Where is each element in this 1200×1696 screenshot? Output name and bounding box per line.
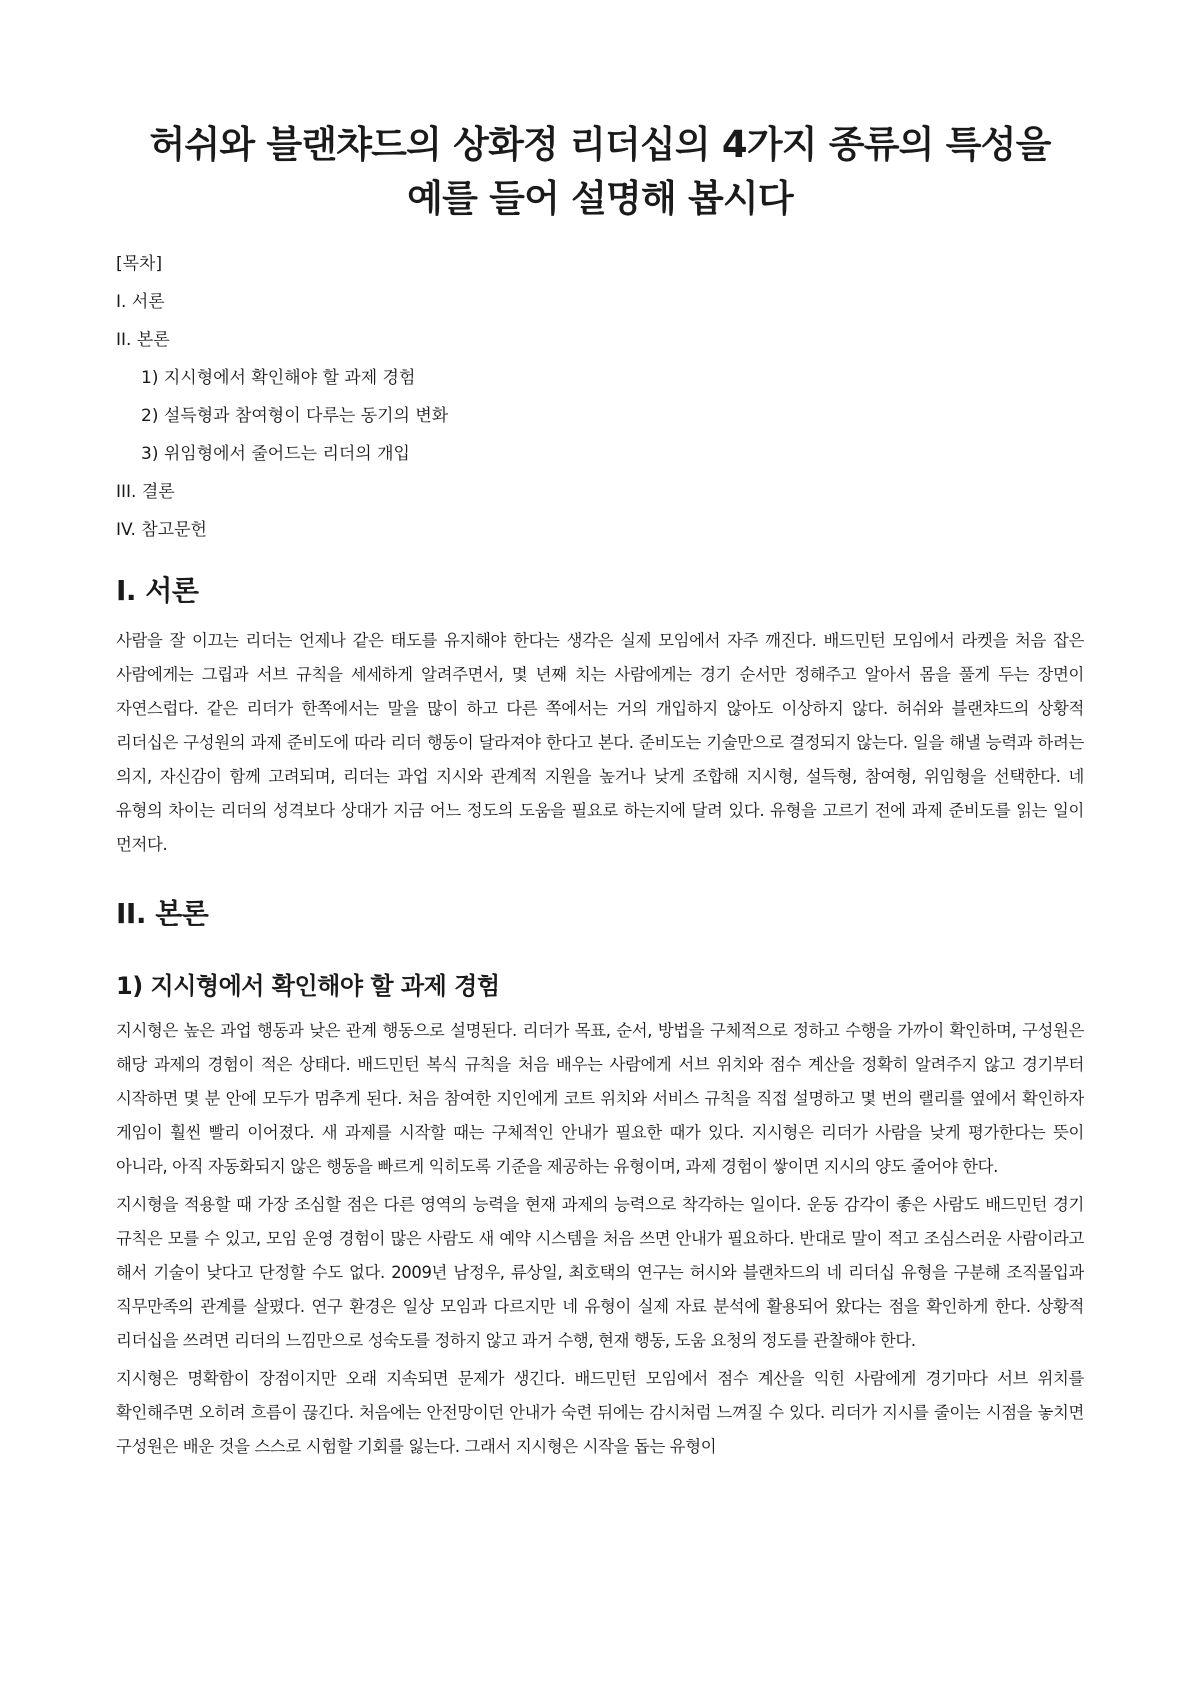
section-spacer [116, 866, 1084, 896]
toc-item-conclusion: III. 결론 [116, 482, 175, 503]
document-title: 허쉬와 블랜챠드의 상화정 리더십의 4가지 종류의 특성을 예를 들어 설명해 봅시다 [149, 123, 1051, 220]
body-paragraph: 지시형은 높은 과업 행동과 낮은 관계 행동으로 설명된다. 리더가 목표, 순서, 방법을 구체적으로 정하고 수행을 가까이 확인하며, 구성원은 해당 과제의 경험이 적은 상태다. 배드민턴 복식 규칙을 처음 배우는 사람에게 서브 위치와 점수 계산을 정확히 알려주지 않고 경기부터 시작하면 몇 분 안에 모두가 멈추게 된다. 처음 참여한 지인에게 코트 위치와 서비스 규칙을 직접 설명하고 몇 번의 랠리를 옆에서 확인하자 게임이 훨씬 빨리 이어졌다. 새 과제를 시작할 때는 구체적인 안내가 필요한 때가 있다. 지시형은 리더가 사람을 낮게 평가한다는 뜻이 아니라, 아직 자동화되지 않은 행동을 빠르게 익히도록 기준을 제공하는 유형이며, 과제 경험이 쌓이면 지시의 양도 줄어야 한다. [116, 1021, 1084, 1177]
toc-item-references: IV. 참고문헌 [116, 520, 207, 541]
toc-item-body-3: 3) 위임형에서 줄어드는 리더의 개입 [141, 444, 410, 465]
toc-item-body-2: 2) 설득형과 참여형이 다루는 동기의 변화 [141, 406, 449, 427]
section-heading-intro: I. 서론 [116, 574, 199, 608]
toc-item-intro: I. 서론 [116, 292, 165, 313]
intro-paragraph: 사람을 잘 이끄는 리더는 언제나 같은 태도를 유지해야 한다는 생각은 실제 모임에서 자주 깨진다. 배드민턴 모임에서 라켓을 처음 잡은 사람에게는 그립과 서브 규칙을 세세하게 알려주면서, 몇 년째 치는 사람에게는 경기 순서만 정해주고 알아서 몸을 풀게 두는 장면이 자연스럽다. 같은 리더가 한쪽에서는 말을 많이 하고 다른 쪽에서는 거의 개입하지 않아도 이상하지 않다. 허쉬와 블랜챠드의 상황적 리더십은 구성원의 과제 준비도에 따라 리더 행동이 달라져야 한다고 본다. 준비도는 기술만으로 결정되지 않는다. 일을 해낼 능력과 하려는 의지, 자신감이 함께 고려되며, 리더는 과업 지시와 관계적 지원을 높거나 낮게 조합해 지시형, 설득형, 참여형, 위임형을 선택한다. 네 유형의 차이는 리더의 성격보다 상대가 지금 어느 정도의 도움을 필요로 하는지에 달려 있다. 유형을 고르기 전에 과제 준비도를 읽는 일이 먼저다. [116, 630, 1084, 854]
toc-item-body-1: 1) 지시형에서 확인해야 할 과제 경험 [141, 368, 416, 389]
section-heading-body: II. 본론 [116, 896, 209, 930]
subsection-spacer [116, 946, 1084, 970]
subsection-heading-directing: 1) 지시형에서 확인해야 할 과제 경험 [116, 972, 500, 1001]
toc-heading: [목차] [116, 254, 163, 275]
body-paragraph: 지시형은 명확함이 장점이지만 오래 지속되면 문제가 생긴다. 배드민턴 모임에서 점수 계산을 익힌 사람에게 경기마다 서브 위치를 확인해주면 오히려 흐름이 끊긴다. 처음에는 안전망이던 안내가 숙련 뒤에는 감시처럼 느껴질 수 있다. 리더가 지시를 줄이는 시점을 놓치면 구성원은 배운 것을 스스로 시험할 기회를 잃는다. 그래서 지시형은 시작을 돕는 유형이 [116, 1369, 1084, 1457]
body-paragraph: 지시형을 적용할 때 가장 조심할 점은 다른 영역의 능력을 현재 과제의 능력으로 착각하는 일이다. 운동 감각이 좋은 사람도 배드민턴 경기 규칙은 모를 수 있고, 모임 운영 경험이 많은 사람도 새 예약 시스템을 처음 쓰면 안내가 필요하다. 반대로 말이 적고 조심스러운 사람이라고 해서 기술이 낮다고 단정할 수도 없다. 2009년 남정우, 류상일, 최호택의 연구는 허시와 블랜차드의 네 리더십 유형을 구분해 조직몰입과 직무만족의 관계를 살폈다. 연구 환경은 일상 모임과 다르지만 네 유형이 실제 자료 분석에 활용되어 왔다는 점을 확인하게 한다. 상황적 리더십을 쓰려면 리더의 느낌만으로 성숙도를 정하지 않고 과거 수행, 현재 행동, 도움 요청의 정도를 관찰해야 한다. [116, 1195, 1084, 1351]
table-of-contents [116, 245, 1084, 549]
toc-item-body: II. 본론 [116, 330, 170, 351]
